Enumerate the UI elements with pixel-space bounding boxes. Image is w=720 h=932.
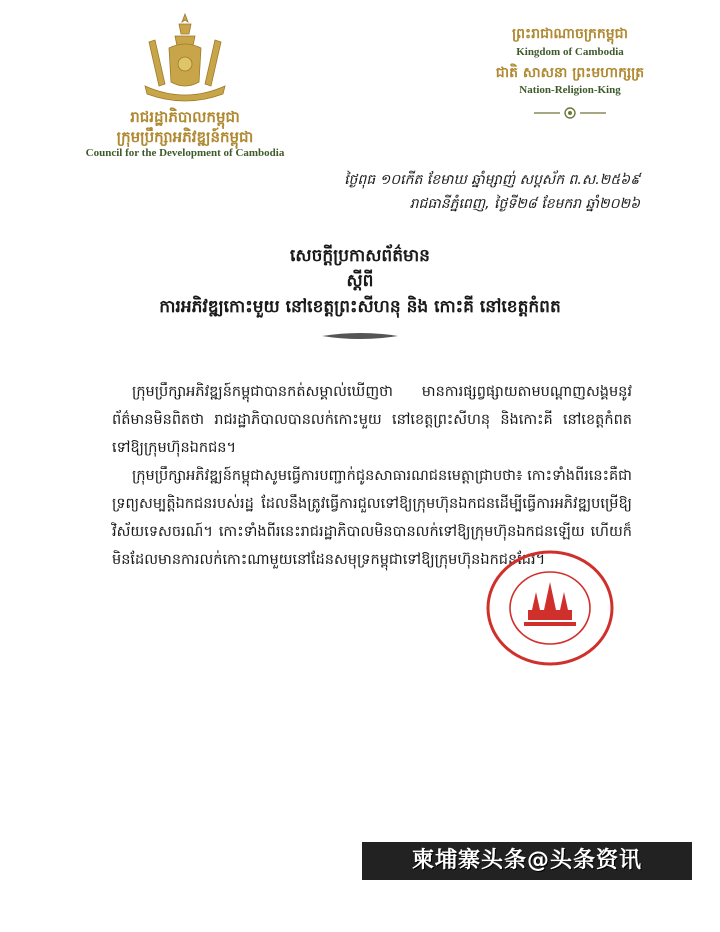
agency-name-khmer: រាជរដ្ឋាភិបាលកម្ពុជា <box>130 108 240 126</box>
body-paragraph-1 <box>112 378 632 462</box>
kingdom-name-english: Kingdom of Cambodia <box>516 46 624 58</box>
kingdom-name-khmer: ព្រះរាជាណាចក្រកម្ពុជា <box>511 26 628 42</box>
council-name-english: Council for the Development of Cambodia <box>85 147 285 159</box>
official-red-seal-icon <box>484 548 616 668</box>
document-subject: ការអភិវឌ្ឍកោះមួយ នៅខេត្តព្រះសីហនុ និង កោះគី នៅខេត្តកំពត <box>159 297 561 317</box>
council-name-khmer: ក្រុមប្រឹក្សាអភិវឌ្ឍន៍កម្ពុជា <box>116 128 254 146</box>
solar-date: រាជធានីភ្នំពេញ, ថ្ងៃទី២៨ ខែមករា ឆ្នាំ២០២៦ <box>409 196 640 212</box>
lunar-date: ថ្ងៃពុធ ១០កើត ខែមាឃ ឆ្នាំម្សាញ់ សប្តស័ក ព.ស.២៥៦៩ <box>344 172 640 188</box>
document-title-about: ស្តីពី <box>346 271 374 291</box>
national-motto-english: Nation-Religion-King <box>519 84 621 96</box>
decorative-divider-icon <box>530 106 610 120</box>
watermark-caption: 柬埔寨头条@头条资讯 <box>362 842 692 880</box>
title-divider-icon <box>320 330 400 342</box>
paragraph-text: ក្រុមប្រឹក្សាអភិវឌ្ឍន៍កម្ពុជាបានកត់សម្គាល់ឃើញថា មានការផ្សព្វផ្សាយតាមបណ្តាញសង្គមនូវព័ត៌មានមិនពិតថា រាជរដ្ឋាភិបាលបានលក់កោះមួយ នៅខេត្តព្រះសីហនុ និងកោះគី នៅខេត្តកំពត ទៅឱ្យក្រុមហ៊ុនឯកជន។ <box>112 384 632 456</box>
national-motto-khmer: ជាតិ សាសនា ព្រះមហាក្សត្រ <box>495 65 645 81</box>
paragraph-text: ក្រុមប្រឹក្សាអភិវឌ្ឍន៍កម្ពុជាសូមធ្វើការបញ្ជាក់ជូនសាធារណជនមេត្តាជ្រាបថា៖ កោះទាំងពីរនេះគឺជាទ្រព្យសម្បត្តិឯកជនរបស់រដ្ឋ ដែលនឹងត្រូវធ្វើការជួលទៅឱ្យក្រុមហ៊ុនឯកជនដើម្បីធ្វើការអភិវឌ្ឍបម្រើឱ្យវិស័យទេសចរណ៍។ កោះទាំងពីរនេះរាជរដ្ឋាភិបាលមិនបានលក់ទៅឱ្យក្រុមហ៊ុនឯកជនឡើយ ហើយក៏មិនដែលមានការលក់កោះណាមួយនៅដែនសមុទ្រកម្ពុជាទៅឱ្យក្រុមហ៊ុនឯកជនដែរ។ <box>112 468 632 568</box>
document-title: សេចក្តីប្រកាសព័ត៌មាន <box>290 246 430 266</box>
royal-cambodian-emblem-icon <box>135 12 235 104</box>
